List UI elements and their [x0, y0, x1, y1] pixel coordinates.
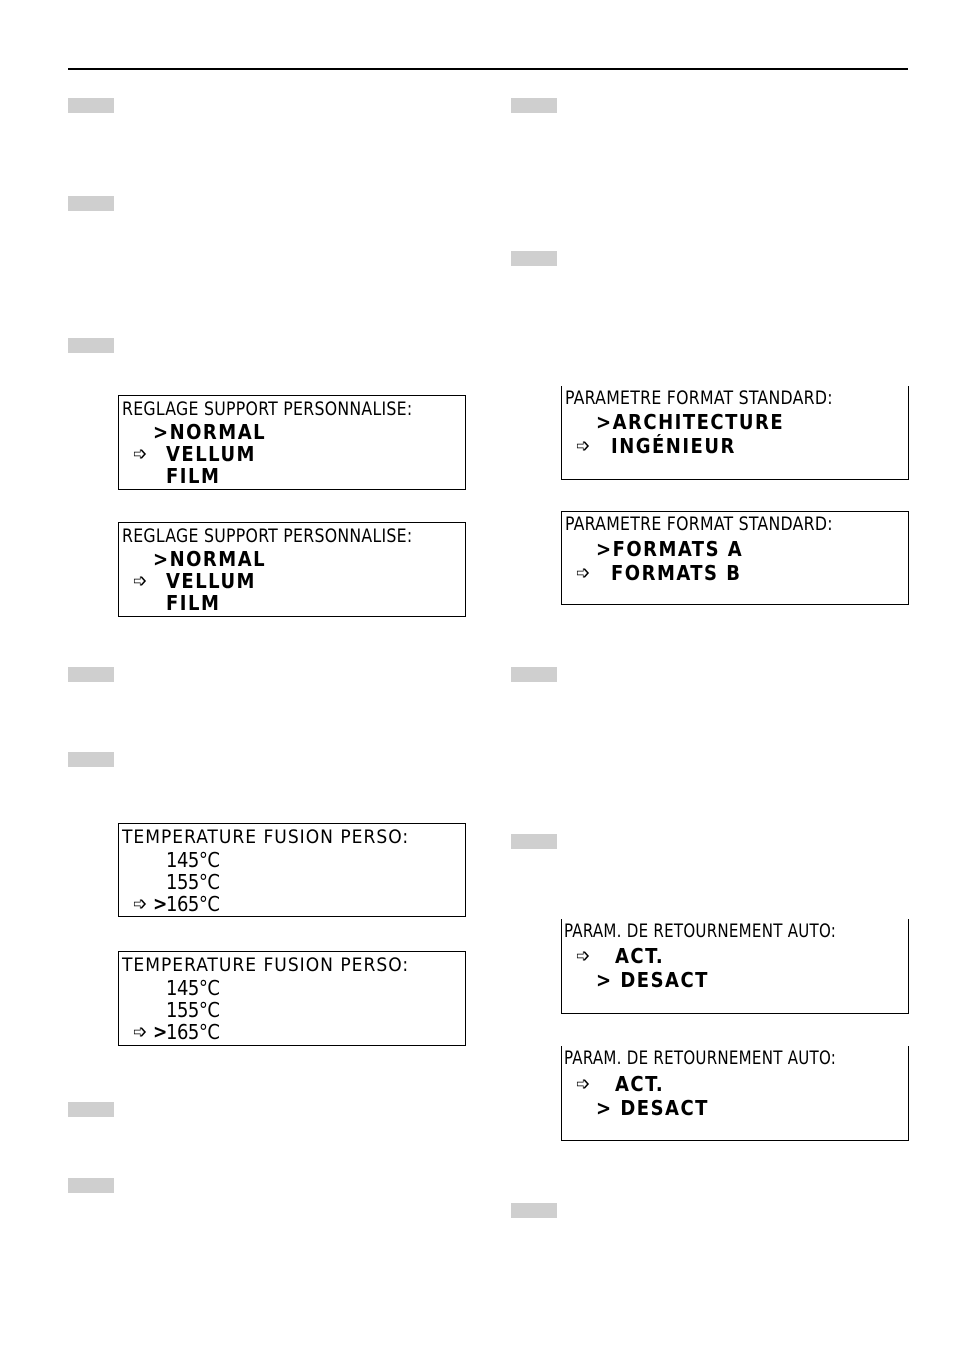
cursor-arrow-icon: ➩ [576, 1073, 591, 1095]
lcd-option-formats-a: >FORMATS A [596, 537, 744, 561]
lcd-option-vellum: VELLUM [166, 442, 256, 466]
lcd-duplex-setting-2 [561, 1046, 909, 1141]
lcd-title: TEMPERATURE FUSION PERSO: [122, 954, 410, 976]
step-marker [511, 667, 557, 682]
lcd-title: PARAM. DE RETOURNEMENT AUTO: [564, 1047, 837, 1069]
lcd-title: TEMPERATURE FUSION PERSO: [122, 826, 410, 848]
current-marker: > [153, 547, 170, 571]
lcd-title: REGLAGE SUPPORT PERSONNALISE: [122, 525, 413, 547]
lcd-format-setting-1 [561, 386, 909, 480]
lcd-media-setting-1 [118, 395, 466, 490]
lcd-option-act: ACT. [615, 944, 665, 968]
lcd-option-vellum: VELLUM [166, 569, 256, 593]
cursor-arrow-icon: ➩ [133, 1021, 148, 1043]
lcd-format-setting-2 [561, 511, 909, 605]
lcd-title: PARAM. DE RETOURNEMENT AUTO: [564, 920, 837, 942]
lcd-title: REGLAGE SUPPORT PERSONNALISE: [122, 398, 413, 420]
step-marker [68, 752, 114, 767]
cursor-arrow-icon: ➩ [576, 435, 591, 457]
step-marker [511, 251, 557, 266]
step-marker [68, 98, 114, 113]
lcd-option-normal: >NORMAL [153, 420, 267, 444]
lcd-option-desact: > DESACT [596, 1096, 709, 1120]
lcd-option-formats-b: FORMATS B [611, 561, 742, 585]
current-marker: > [596, 1096, 613, 1120]
lcd-option-145: 145°C [166, 848, 220, 872]
current-marker: > [153, 420, 170, 444]
cursor-arrow-icon: ➩ [576, 562, 591, 584]
step-marker [68, 1102, 114, 1117]
lcd-title: PARAMETRE FORMAT STANDARD: [565, 513, 833, 535]
cursor-arrow-icon: ➩ [576, 945, 591, 967]
lcd-duplex-setting-1 [561, 919, 909, 1014]
lcd-option-film: FILM [166, 464, 221, 488]
header-rule [68, 68, 908, 70]
current-marker: > [153, 893, 168, 915]
lcd-option-165: 165°C [166, 1020, 220, 1044]
lcd-option-act: ACT. [615, 1072, 665, 1096]
lcd-option-165: 165°C [166, 892, 220, 916]
current-marker: > [596, 537, 613, 561]
lcd-title: PARAMETRE FORMAT STANDARD: [565, 387, 833, 409]
step-marker [511, 1203, 557, 1218]
cursor-arrow-icon: ➩ [133, 443, 148, 465]
lcd-fuser-temp-2 [118, 951, 466, 1046]
lcd-option-desact: > DESACT [596, 968, 709, 992]
step-marker [511, 98, 557, 113]
step-marker [511, 834, 557, 849]
step-marker [68, 338, 114, 353]
lcd-option-architecture: >ARCHITECTURE [596, 410, 785, 434]
lcd-media-setting-2 [118, 522, 466, 617]
lcd-option-normal: >NORMAL [153, 547, 267, 571]
lcd-option-film: FILM [166, 591, 221, 615]
lcd-fuser-temp-1 [118, 823, 466, 917]
cursor-arrow-icon: ➩ [133, 570, 148, 592]
current-marker: > [596, 968, 613, 992]
lcd-option-155: 155°C [166, 870, 220, 894]
current-marker: > [596, 410, 613, 434]
lcd-option-155: 155°C [166, 998, 220, 1022]
step-marker [68, 196, 114, 211]
step-marker [68, 1178, 114, 1193]
step-marker [68, 667, 114, 682]
cursor-arrow-icon: ➩ [133, 893, 148, 915]
current-marker: > [153, 1021, 168, 1043]
lcd-option-ingenieur: INGÉNIEUR [611, 434, 736, 458]
lcd-option-145: 145°C [166, 976, 220, 1000]
